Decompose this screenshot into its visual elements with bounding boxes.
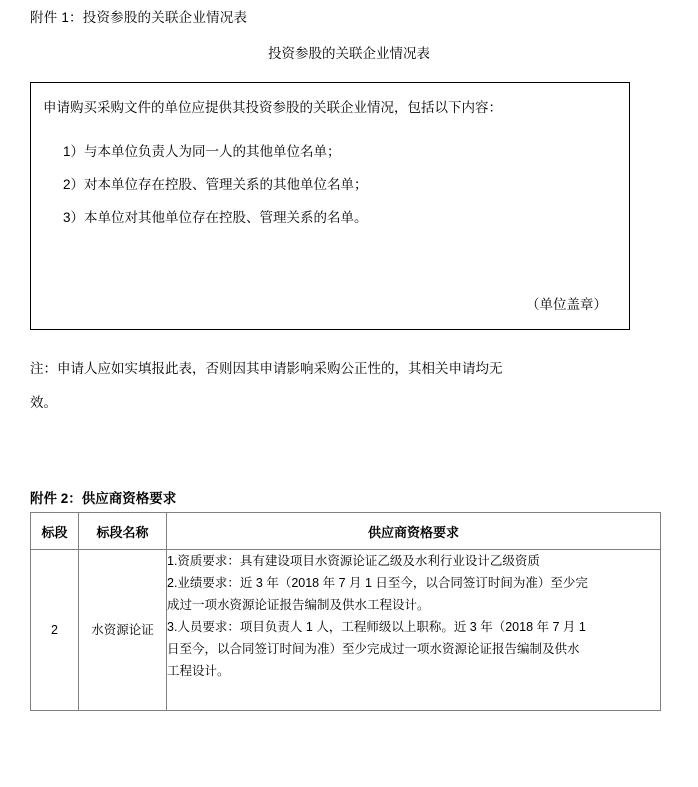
requirement-line: 日至今，以合同签订时间为准）至少完成过一项水资源论证报告编制及供水	[167, 642, 580, 656]
form-lead-text: 申请购买采购文件的单位应提供其投资参股的关联企业情况，包括以下内容：	[43, 100, 502, 115]
column-header-bid: 标段	[31, 513, 79, 550]
seal-placeholder: （单位盖章）	[526, 297, 607, 312]
attachment1-form-box	[30, 82, 630, 330]
cell-bid-name: 水资源论证	[79, 550, 167, 711]
column-header-bid-name: 标段名称	[79, 513, 167, 550]
cell-bid-number: 2	[31, 550, 79, 711]
requirement-line: 成过一项水资源论证报告编制及供水工程设计。	[167, 598, 430, 612]
note-line-2: 效。	[30, 395, 57, 410]
table-row	[31, 550, 661, 711]
form-list-item: 3）本单位对其他单位存在控股、管理关系的名单。	[63, 210, 368, 225]
column-header-requirements: 供应商资格要求	[167, 513, 661, 550]
attachment2-label: 附件 2：供应商资格要求	[30, 491, 177, 506]
requirement-line: 工程设计。	[167, 664, 230, 678]
requirement-line: 3.人员要求：项目负责人 1 人，工程师级以上职称。近 3 年（2018 年 7 月 1	[167, 620, 586, 634]
requirement-line: 1.资质要求：具有建设项目水资源论证乙级及水利行业设计乙级资质	[167, 554, 540, 568]
form-item-list	[63, 135, 368, 234]
form-list-item: 2）对本单位存在控股、管理关系的其他单位名单；	[63, 177, 368, 192]
attachment1-center-title: 投资参股的关联企业情况表	[268, 46, 430, 61]
note-line-1: 注：申请人应如实填报此表，否则因其申请影响采购公正性的，其相关申请均无	[30, 361, 503, 376]
cell-requirements	[167, 550, 661, 711]
form-list-item: 1）与本单位负责人为同一人的其他单位名单；	[63, 144, 341, 159]
table-header-row	[31, 513, 661, 550]
supplier-qualification-table	[30, 512, 661, 711]
attachment1-note	[30, 352, 650, 420]
requirement-line: 2.业绩要求：近 3 年（2018 年 7 月 1 日至今，以合同签订时间为准）至少完	[167, 576, 588, 590]
attachment1-label: 附件 1：投资参股的关联企业情况表	[30, 10, 248, 25]
